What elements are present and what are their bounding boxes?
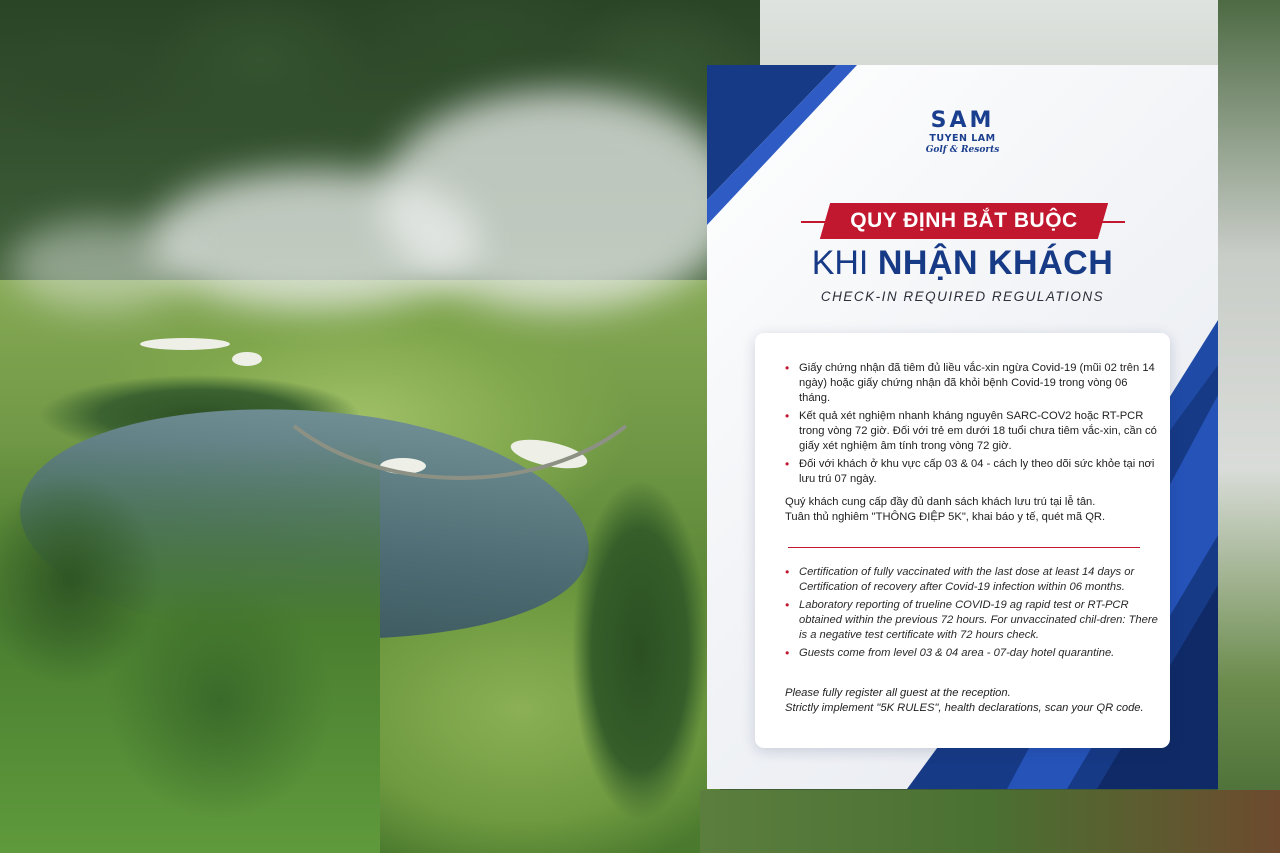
list-item — [785, 598, 1161, 643]
logo-subtitle: TUYEN LAM — [929, 133, 996, 144]
section-divider — [788, 547, 1140, 548]
list-item-text: Laboratory reporting of trueline COVID-19 ag rapid test or RT-PCR obtained within the previous 72 hours. For unvaccinated chil-dren: There is a negative test certificate with 72 hours check. — [799, 599, 1158, 641]
background-trees-left — [0, 440, 380, 853]
note-en-line1: Please fully register all guest at the reception. — [785, 687, 1011, 699]
list-item — [785, 646, 1161, 661]
list-item-text: Guests come from level 03 & 04 area - 07-day hotel quarantine. — [799, 647, 1115, 659]
logo-tagline: Golf & Resorts — [925, 145, 1000, 155]
title-headline — [707, 241, 1218, 285]
list-item — [785, 409, 1161, 454]
regulations-list-vi — [785, 361, 1161, 490]
bullet-dot-icon: • — [785, 598, 790, 612]
title-ribbon-text: QUY ĐỊNH BẮT BUỘC — [850, 209, 1078, 232]
list-item-text: Kết quả xét nghiệm nhanh kháng nguyên SARC-COV2 hoặc RT-PCR trong vòng 72 giờ. Đối với trẻ em dưới 18 tuổi chưa tiêm vắc-xin, cần có giấy xét nghiệm âm tính trong vòng 72 giờ. — [799, 410, 1157, 452]
list-item-text: Đối với khách ở khu vực cấp 03 & 04 - cách ly theo dõi sức khỏe tại nơi lưu trú 07 ngày. — [799, 458, 1155, 485]
list-item — [785, 565, 1161, 595]
note-vi — [785, 495, 1161, 525]
bullet-dot-icon: • — [785, 361, 790, 375]
list-item — [785, 361, 1161, 406]
background-bottom-right — [700, 790, 1280, 853]
logo-brand: SAM — [930, 108, 995, 133]
title-subtitle: CHECK-IN REQUIRED REGULATIONS — [820, 289, 1105, 304]
background-right-edge — [1218, 0, 1280, 853]
list-item — [785, 457, 1161, 487]
bullet-dot-icon: • — [785, 409, 790, 423]
note-en — [785, 686, 1161, 716]
background-mist — [150, 170, 480, 310]
background-trees-center — [560, 450, 720, 853]
resort-logo — [707, 109, 1218, 156]
regulations-box — [755, 333, 1170, 748]
note-en-line2: Strictly implement "5K RULES", health declarations, scan your QR code. — [785, 702, 1144, 714]
bullet-dot-icon: • — [785, 646, 790, 660]
regulations-list-en — [785, 565, 1161, 664]
background-bunker — [140, 338, 230, 350]
headline-thin: KHI — [811, 244, 869, 282]
bullet-dot-icon: • — [785, 457, 790, 471]
list-item-text: Certification of fully vaccinated with the last dose at least 14 days or Certification of recovery after Covid-19 infection within 06 months. — [799, 566, 1135, 593]
bullet-dot-icon: • — [785, 565, 790, 579]
note-vi-line2: Tuân thủ nghiêm "THÔNG ĐIỆP 5K", khai báo y tế, quét mã QR. — [785, 511, 1106, 523]
background-mist — [10, 220, 190, 310]
regulations-poster — [707, 65, 1218, 789]
note-vi-line1: Quý khách cung cấp đầy đủ danh sách khách lưu trú tại lễ tân. — [785, 496, 1096, 508]
list-item-text: Giấy chứng nhận đã tiêm đủ liều vắc-xin ngừa Covid-19 (mũi 02 trên 14 ngày) hoặc giấy chứng nhận đã khỏi bệnh Covid-19 trong vòng 06 tháng. — [799, 362, 1155, 404]
headline-bold: NHẬN KHÁCH — [877, 244, 1114, 282]
